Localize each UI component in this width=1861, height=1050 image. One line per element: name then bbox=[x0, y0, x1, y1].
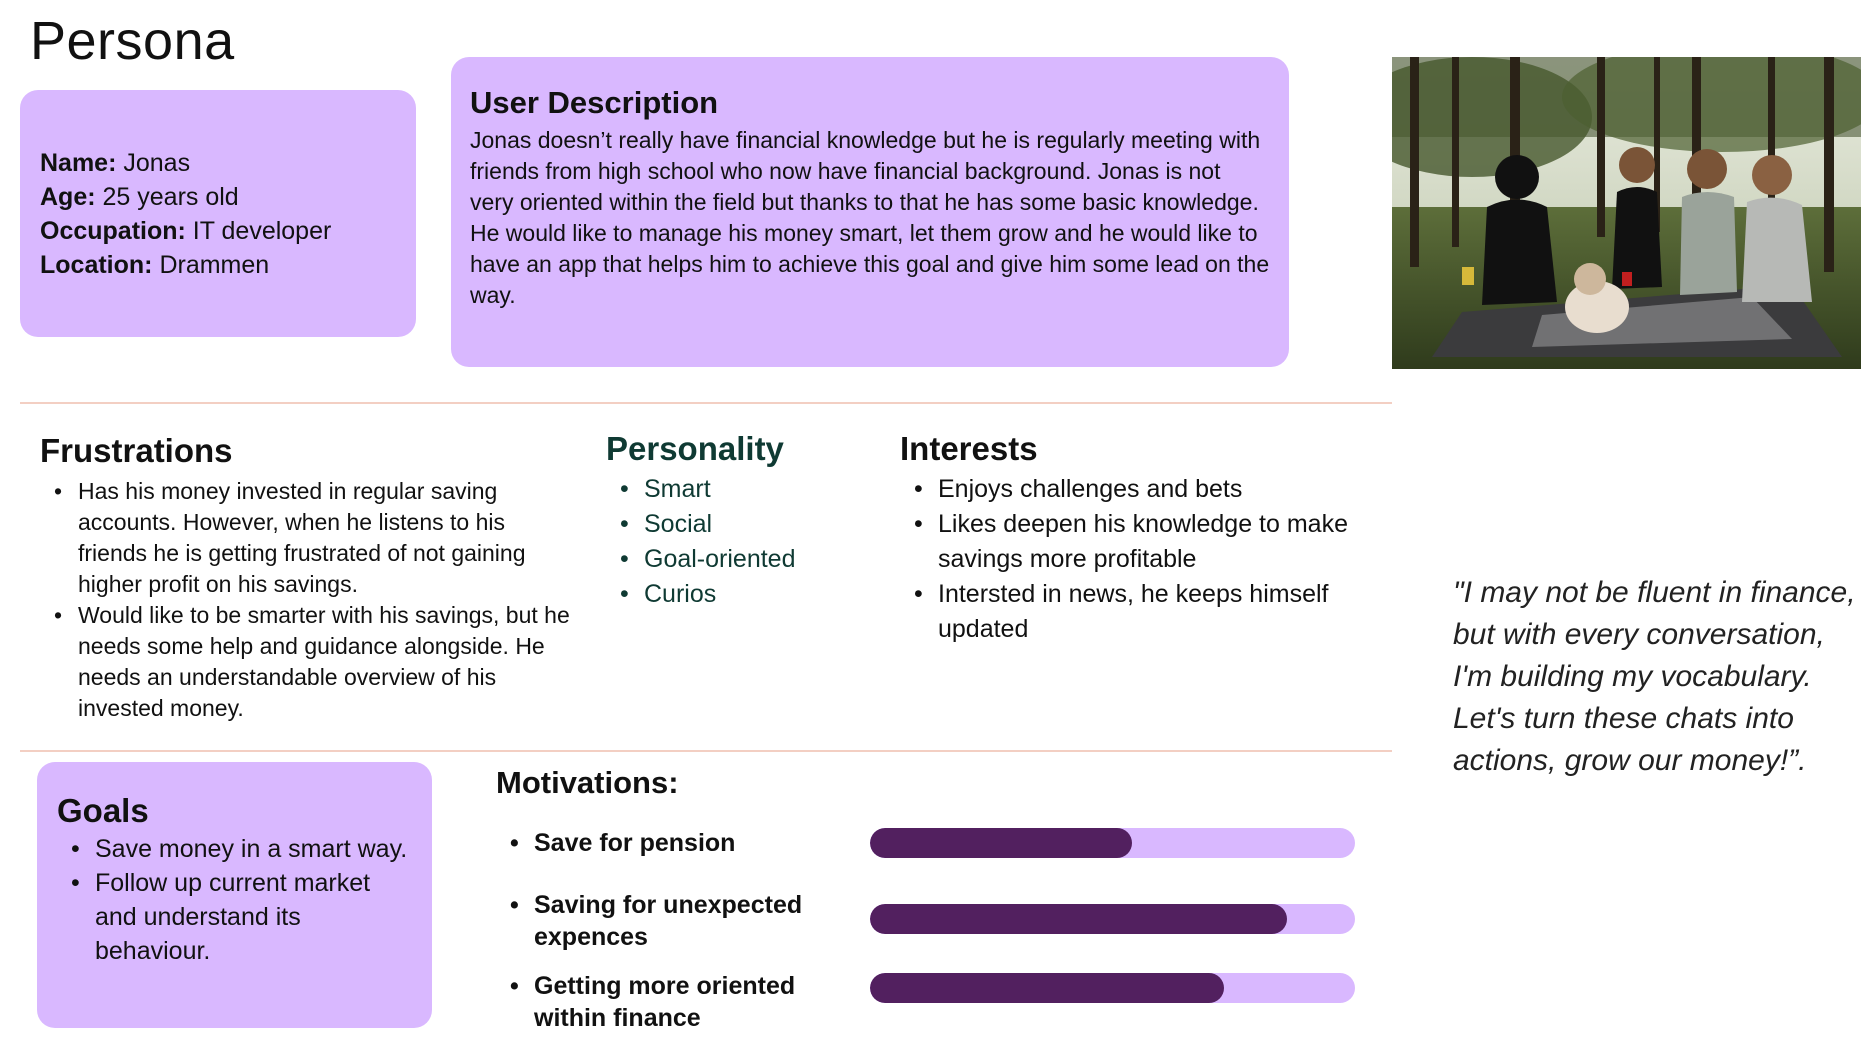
list-item: • Curios bbox=[606, 577, 795, 612]
profile-location bbox=[40, 248, 331, 282]
persona-photo bbox=[1392, 57, 1861, 369]
list-item: • Intersted in news, he keeps himself updated bbox=[900, 577, 1380, 647]
page-title: Persona bbox=[30, 11, 235, 71]
interests-title: Interests bbox=[900, 430, 1038, 467]
description-paragraph: He would like to manage his money smart, let them grow and he would like to have an app that helps him to achieve this goal and give him some lead on the way. bbox=[470, 220, 1270, 308]
motivation-bar-fill bbox=[870, 828, 1132, 858]
motivations-title: Motivations: bbox=[496, 765, 679, 800]
interests-list bbox=[900, 472, 1380, 647]
motivation-bar-fill bbox=[870, 973, 1224, 1003]
list-item: • Likes deepen his knowledge to make savings more profitable bbox=[900, 507, 1380, 577]
frustrations-list bbox=[40, 476, 570, 724]
motivation-bar bbox=[870, 904, 1355, 934]
occupation-label: Occupation: bbox=[40, 217, 186, 245]
motivation-bar-fill bbox=[870, 904, 1287, 934]
motivation-label bbox=[496, 970, 836, 1034]
profile-age bbox=[40, 180, 331, 214]
motivation-bar bbox=[870, 973, 1355, 1003]
user-description-card bbox=[451, 57, 1289, 367]
list-item: • Enjoys challenges and bets bbox=[900, 472, 1380, 507]
goals-list bbox=[57, 832, 417, 968]
motivation-bar bbox=[870, 828, 1355, 858]
motivation-label bbox=[496, 889, 836, 953]
goals-card bbox=[37, 762, 432, 1028]
personality-title: Personality bbox=[606, 430, 784, 467]
goals-title: Goals bbox=[57, 792, 149, 829]
list-item: • Save money in a smart way. bbox=[57, 832, 417, 866]
persona-quote: "I may not be fluent in finance, but with every conversation, I'm building my vocabulary. Let's turn these chats into actions, grow our money!”. bbox=[1453, 576, 1856, 777]
list-item: • Smart bbox=[606, 472, 795, 507]
list-item: • Follow up current market and understand its behaviour. bbox=[57, 866, 417, 968]
user-description-text bbox=[470, 125, 1270, 311]
name-label: Name: bbox=[40, 149, 117, 177]
motivation-label-text: • Saving for unexpected expences bbox=[496, 889, 836, 953]
section-divider bbox=[20, 402, 1392, 404]
personality-list bbox=[606, 472, 795, 612]
list-item: • Has his money invested in regular saving accounts. However, when he listens to his friends he is getting frustrated of not gaining higher profit on his savings. bbox=[40, 476, 570, 600]
location-value: Drammen bbox=[159, 251, 270, 279]
section-divider bbox=[20, 750, 1392, 752]
list-item: • Social bbox=[606, 507, 795, 542]
profile-details bbox=[40, 146, 331, 282]
profile-occupation bbox=[40, 214, 331, 248]
profile-name bbox=[40, 146, 331, 180]
motivation-label-text: • Save for pension bbox=[496, 827, 836, 859]
occupation-value: IT developer bbox=[192, 217, 332, 245]
motivation-label bbox=[496, 827, 836, 859]
name-value: Jonas bbox=[123, 149, 191, 177]
age-label: Age: bbox=[40, 183, 96, 211]
description-paragraph: Jonas doesn’t really have financial knowledge but he is regularly meeting with friends from high school who now have financial background. Jonas is not very oriented within the field but thanks to that he has some basic knowledge. bbox=[470, 127, 1261, 215]
motivation-label-text: • Getting more oriented within finance bbox=[496, 970, 836, 1034]
age-value: 25 years old bbox=[102, 183, 239, 211]
user-description-title: User Description bbox=[470, 85, 719, 120]
list-item: • Goal-oriented bbox=[606, 542, 795, 577]
list-item: • Would like to be smarter with his savings, but he needs some help and guidance alongside. He needs an understandable overview of his invested money. bbox=[40, 600, 570, 724]
frustrations-title: Frustrations bbox=[40, 432, 233, 469]
profile-card bbox=[20, 90, 416, 337]
location-label: Location: bbox=[40, 251, 153, 279]
